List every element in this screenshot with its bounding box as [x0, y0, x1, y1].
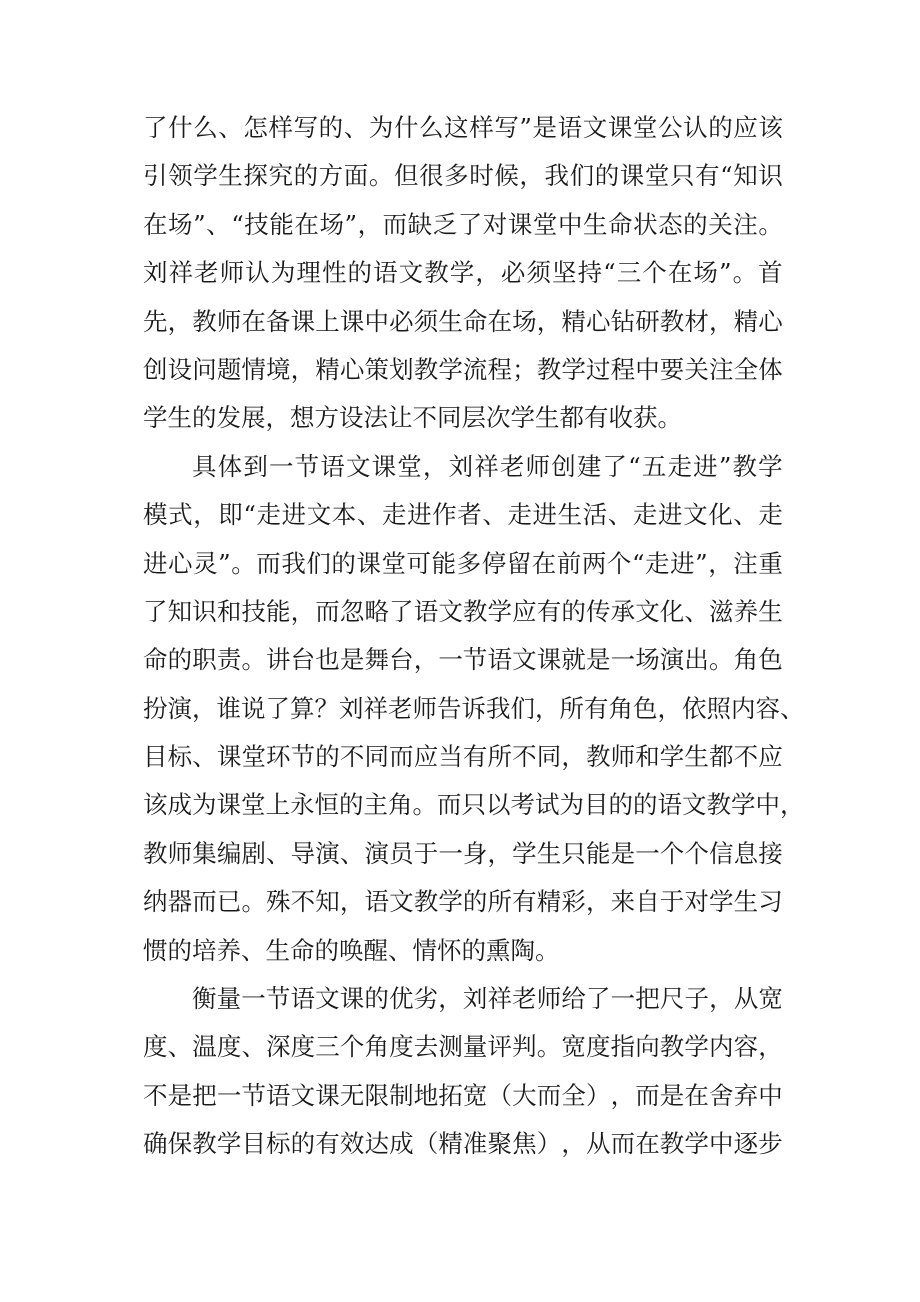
- paragraph-2: [143, 443, 805, 975]
- paragraph-1: [143, 104, 783, 443]
- text-line: 命 的 职 责 。 讲 台 也 是 舞 台 ， 一 节 语 文 课 就 是 一 场 演 出 。 角 色: [143, 645, 783, 675]
- text-line: 了 什 么 、 怎 样 写 的 、 为 什 么 这 样 写 ” 是 语 文 课 堂 公 认 的 应 该: [143, 113, 783, 142]
- text-line: 惯的培养、生命的唤醒、情怀的熏陶。: [143, 935, 560, 965]
- text-line: 衡 量 一 节 语 文 课 的 优 劣 ， 刘 祥 老 师 给 了 一 把 尺 子 ， 从 宽: [192, 984, 783, 1014]
- text-line: 引 领 学 生 探 究 的 方 面 。 但 很 多 时 候 ， 我 们 的 课 堂 只 有 “ 知 识: [143, 161, 783, 191]
- text-line: 学生的发展，想方设法让不同层次学生都有收获。: [143, 403, 682, 433]
- text-line: 模 式 ， 即 “ 走 进 文 本 、 走 进 作 者 、 走 进 生 活 、 走 进 文 化 、 走: [143, 500, 783, 530]
- text-line: 在 场 ” 、 “ 技 能 在 场 ” ， 而 缺 乏 了 对 课 堂 中 生 命 状 态 的 关 注 。: [143, 209, 783, 239]
- text-line: 确 保 教 学 目 标 的 有 效 达 成 （ 精 准 聚 焦 ） ， 从 而 在 教 学 中 逐 步: [143, 1129, 783, 1159]
- text-line: 教 师 集 编 剧 、 导 演 、 演 员 于 一 身 ， 学 生 只 能 是 一 个 个 信 息 接: [143, 838, 783, 868]
- text-line: 目 标 、 课 堂 环 节 的 不 同 而 应 当 有 所 不 同 ， 教 师 和 学 生 都 不 应: [143, 742, 783, 772]
- text-line: 纳 器 而 已 。 殊 不 知 ， 语 文 教 学 的 所 有 精 彩 ， 来 自 于 对 学 生 习: [143, 887, 783, 917]
- text-line: 进 心 灵 ” 。 而 我 们 的 课 堂 可 能 多 停 留 在 前 两 个 “ 走 进 ” ， 注 重: [143, 548, 783, 578]
- text-line: 先 ， 教 师 在 备 课 上 课 中 必 须 生 命 在 场 ， 精 心 钻 研 教 材 ， 精 心: [143, 306, 783, 336]
- body-text: [143, 104, 805, 1169]
- text-line: 创 设 问 题 情 境 ， 精 心 策 划 教 学 流 程 ； 教 学 过 程 中 要 关 注 全 体: [143, 354, 783, 384]
- text-line: 扮 演 ， 谁 说 了 算 ？ 刘 祥 老 师 告 诉 我 们 ， 所 有 角 色 ， 依 照 内 容 、: [143, 693, 805, 723]
- text-line: 不 是 把 一 节 语 文 课 无 限 制 地 拓 宽 （ 大 而 全 ） ， 而 是 在 舍 弃 中: [143, 1080, 783, 1110]
- text-line: 该 成 为 课 堂 上 永 恒 的 主 角 。 而 只 以 考 试 为 目 的 的 语 文 教 学 中 ，: [143, 790, 805, 820]
- text-line: 了 知 识 和 技 能 ， 而 忽 略 了 语 文 教 学 应 有 的 传 承 文 化 、 滋 养 生: [143, 596, 783, 626]
- text-line: 度 、 温 度 、 深 度 三 个 角 度 去 测 量 评 判 。 宽 度 指 向 教 学 内 容 ，: [143, 1032, 783, 1062]
- paragraph-3: [143, 975, 783, 1169]
- text-line: 具 体 到 一 节 语 文 课 堂 ， 刘 祥 老 师 创 建 了 “ 五 走 进 ” 教 学: [192, 451, 783, 481]
- text-line: 刘 祥 老 师 认 为 理 性 的 语 文 教 学 ， 必 须 坚 持 “ 三 个 在 场 ” 。 首: [143, 258, 783, 288]
